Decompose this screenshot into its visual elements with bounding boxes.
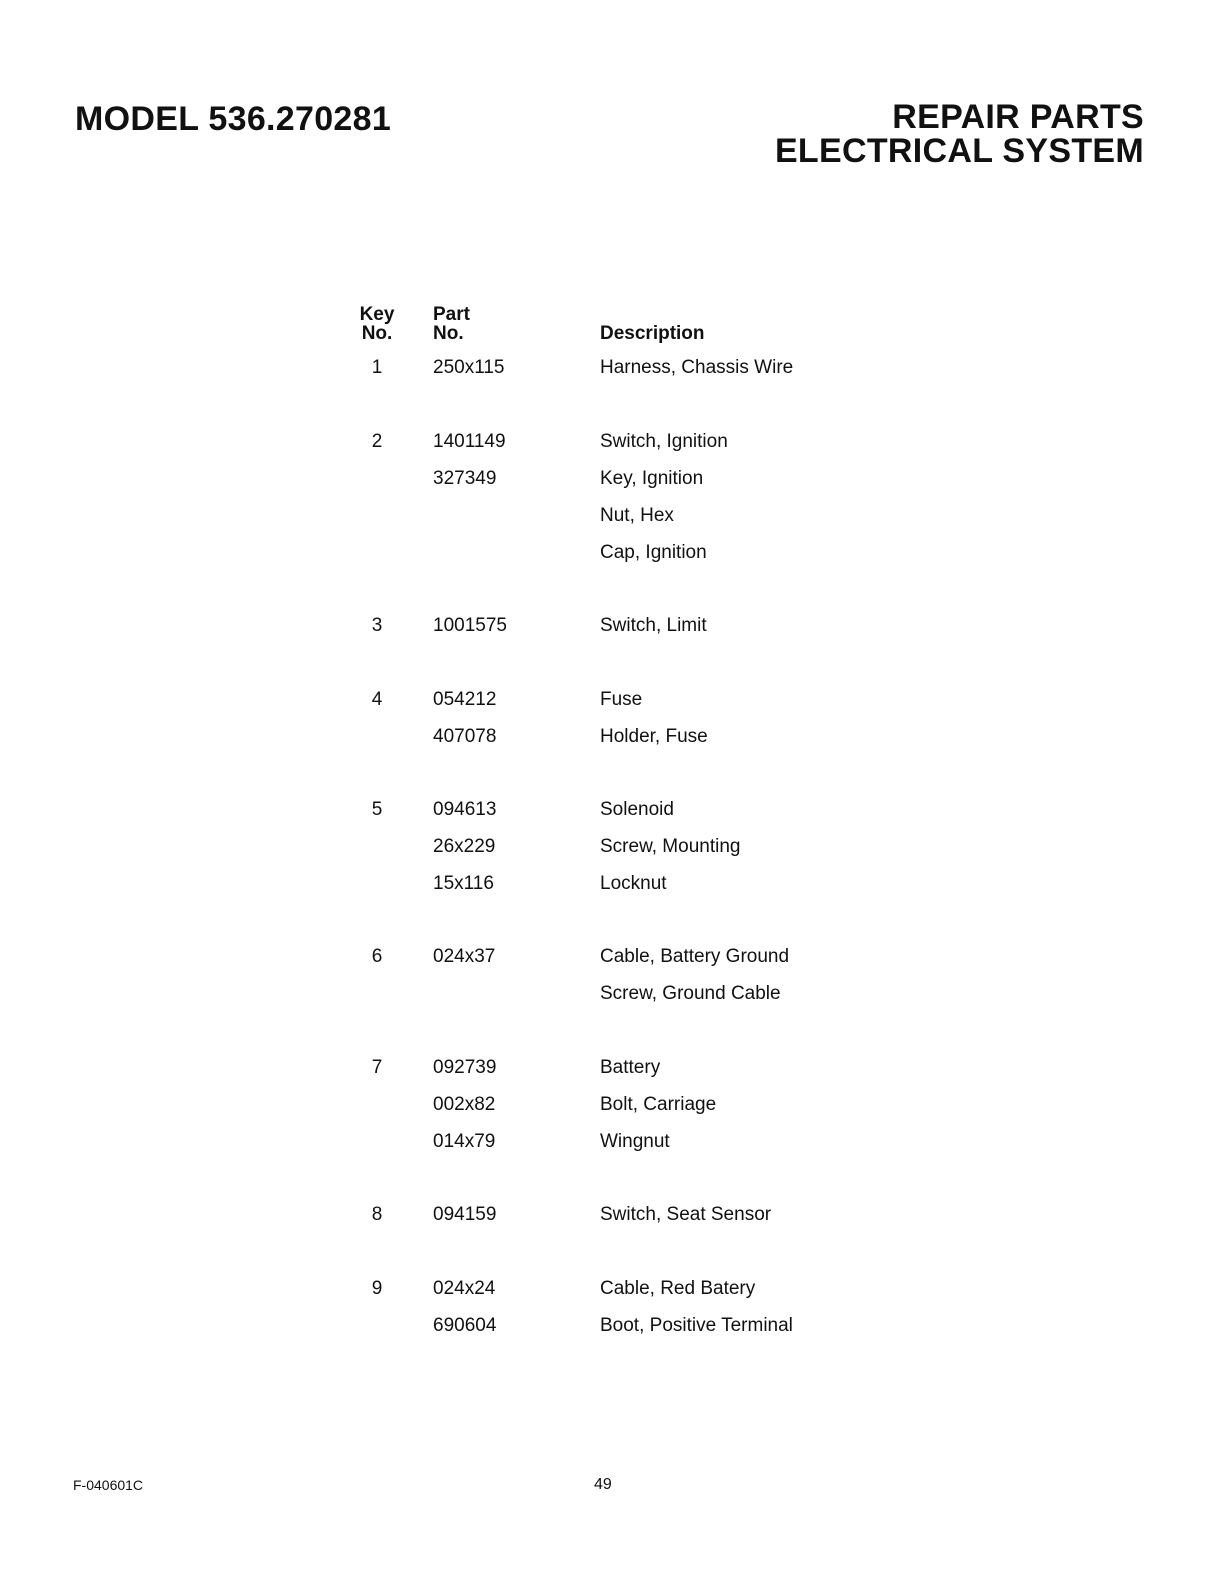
- part-description: Switch, Ignition: [600, 431, 728, 452]
- part-description: Switch, Limit: [600, 615, 707, 636]
- section-title-line1: REPAIR PARTS: [892, 98, 1144, 136]
- key-number: 3: [371, 615, 383, 636]
- table-row: [0, 982, 1210, 1012]
- table-row: [0, 504, 1210, 534]
- key-number: 4: [371, 689, 383, 710]
- table-row: [0, 1314, 1210, 1344]
- column-header-key-line2: No.: [361, 323, 393, 344]
- table-row: [0, 725, 1210, 755]
- part-number: 1401149: [433, 431, 506, 452]
- key-number: 6: [371, 946, 383, 967]
- part-description: Solenoid: [600, 799, 674, 820]
- table-row: [0, 467, 1210, 497]
- table-row: [0, 1056, 1210, 1086]
- part-description: Cable, Red Batery: [600, 1278, 756, 1299]
- part-number: 690604: [433, 1315, 497, 1336]
- key-number: 5: [371, 799, 383, 820]
- table-row: [0, 1093, 1210, 1123]
- part-description: Boot, Positive Terminal: [600, 1315, 793, 1336]
- table-row: [0, 541, 1210, 571]
- column-header-part-line2: No.: [433, 323, 464, 344]
- table-row: [0, 430, 1210, 460]
- section-title: [775, 100, 1144, 168]
- model-title: MODEL 536.270281: [75, 100, 392, 138]
- key-number: 7: [371, 1057, 383, 1078]
- part-number: 092739: [433, 1057, 497, 1078]
- part-description: Wingnut: [600, 1131, 670, 1152]
- table-row: [0, 1130, 1210, 1160]
- column-header-key: [358, 305, 396, 343]
- table-row: [0, 356, 1210, 386]
- part-number: 407078: [433, 726, 497, 747]
- part-description: Bolt, Carriage: [600, 1094, 717, 1115]
- part-description: Battery: [600, 1057, 661, 1078]
- key-number: 9: [371, 1278, 383, 1299]
- part-description: Screw, Mounting: [600, 836, 741, 857]
- table-row: [0, 798, 1210, 828]
- part-number: 054212: [433, 689, 497, 710]
- section-title-line2: ELECTRICAL SYSTEM: [774, 132, 1144, 170]
- part-number: 15x116: [433, 873, 494, 894]
- part-description: Harness, Chassis Wire: [600, 357, 794, 378]
- part-number: 1001575: [433, 615, 507, 636]
- part-description: Key, Ignition: [600, 468, 704, 489]
- table-row: [0, 872, 1210, 902]
- part-number: 024x37: [433, 946, 496, 967]
- part-number: 024x24: [433, 1278, 496, 1299]
- part-number: 327349: [433, 468, 497, 489]
- part-description: Cable, Battery Ground: [600, 946, 790, 967]
- part-number: 002x82: [433, 1094, 496, 1115]
- column-header-key-line1: Key: [359, 304, 395, 325]
- column-header-description: Description: [600, 323, 705, 344]
- table-row: [0, 688, 1210, 718]
- table-row: [0, 945, 1210, 975]
- part-description: Fuse: [600, 689, 643, 710]
- part-number: 014x79: [433, 1131, 496, 1152]
- column-header-part: [433, 305, 470, 343]
- column-header-part-line1: Part: [433, 304, 470, 325]
- key-number: 8: [371, 1204, 383, 1225]
- form-code: F-040601C: [73, 1477, 144, 1493]
- part-description: Locknut: [600, 873, 667, 894]
- part-number: 250x115: [433, 357, 505, 378]
- key-number: 2: [371, 431, 383, 452]
- part-number: 26x229: [433, 836, 496, 857]
- part-number: 094159: [433, 1204, 497, 1225]
- key-number: 1: [371, 357, 383, 378]
- part-description: Holder, Fuse: [600, 726, 708, 747]
- table-row: [0, 835, 1210, 865]
- part-number: 094613: [433, 799, 497, 820]
- table-row: [0, 1277, 1210, 1307]
- part-description: Screw, Ground Cable: [600, 983, 781, 1004]
- table-row: [0, 614, 1210, 644]
- part-description: Switch, Seat Sensor: [600, 1204, 772, 1225]
- part-description: Cap, Ignition: [600, 542, 707, 563]
- part-description: Nut, Hex: [600, 505, 674, 526]
- page-number: 49: [594, 1476, 612, 1493]
- table-row: [0, 1203, 1210, 1233]
